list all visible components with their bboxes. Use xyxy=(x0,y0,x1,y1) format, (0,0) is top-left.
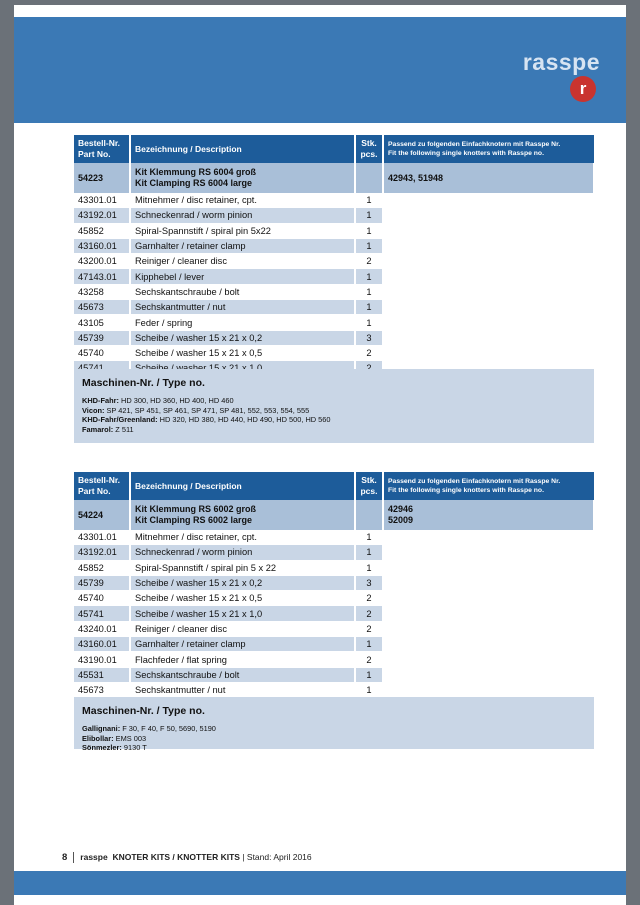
part-qty: 2 xyxy=(355,254,383,269)
part-qty: 1 xyxy=(355,637,383,652)
type-line: Famarol: Z 511 xyxy=(82,424,134,434)
part-row xyxy=(74,652,594,667)
part-qty: 3 xyxy=(355,575,383,590)
part-qty: 2 xyxy=(355,606,383,621)
part-description: Sechskantschraube / bolt xyxy=(130,284,355,299)
part-qty: 1 xyxy=(355,300,383,315)
part-no: 45673 xyxy=(74,300,130,315)
part-description: Kipphebel / lever xyxy=(130,269,355,284)
part-description: Spiral-Spannstift / spiral pin 5x22 xyxy=(130,223,355,238)
part-qty: 1 xyxy=(355,284,383,299)
part-description: Reiniger / cleaner disc xyxy=(130,621,355,636)
type-line: Gallignani: F 30, F 40, F 50, 5690, 5190 xyxy=(82,724,216,733)
part-description: Sechskantschraube / bolt xyxy=(130,667,355,682)
part-no: 45740 xyxy=(74,345,130,360)
header-fits: Passend zu folgenden Einfachknotern mit Rasspe Nr. Fit the following single knotters with Rasspe no. xyxy=(383,135,594,163)
part-qty: 2 xyxy=(355,591,383,606)
part-description: Scheibe / washer 15 x 21 x 1,0 xyxy=(130,606,355,621)
part-description: Feder / spring xyxy=(130,315,355,330)
kit-row xyxy=(74,163,594,193)
header-band xyxy=(14,17,626,123)
part-no: 43160.01 xyxy=(74,238,130,253)
part-no: 43160.01 xyxy=(74,637,130,652)
kit-part-no: 54223 xyxy=(74,163,130,193)
part-row xyxy=(74,621,594,636)
part-no: 45739 xyxy=(74,575,130,590)
part-description: Mitnehmer / disc retainer, cpt. xyxy=(130,530,355,545)
kit-qty xyxy=(355,500,383,530)
part-row xyxy=(74,238,594,253)
part-row xyxy=(74,637,594,652)
part-description: Spiral-Spannstift / spiral pin 5 x 22 xyxy=(130,560,355,575)
header-part-no: Bestell-Nr. Part No. xyxy=(74,472,130,500)
fits-list xyxy=(383,163,594,193)
part-description: Reiniger / cleaner disc xyxy=(130,254,355,269)
header-qty: Stk. pcs. xyxy=(355,472,383,500)
part-row xyxy=(74,530,594,545)
part-row xyxy=(74,330,594,345)
header-description: Bezeichnung / Description xyxy=(130,135,355,163)
kit-qty xyxy=(355,163,383,193)
header-fits: Passend zu folgenden Einfachknotern mit Rasspe Nr. Fit the following single knotters with Rasspe no. xyxy=(383,472,594,500)
part-description: Schneckenrad / worm pinion xyxy=(130,208,355,223)
part-qty: 1 xyxy=(355,208,383,223)
part-description: Sechskantmutter / nut xyxy=(130,682,355,697)
footer-band xyxy=(14,871,626,895)
part-description: Scheibe / washer 15 x 21 x 0,5 xyxy=(130,345,355,360)
part-row xyxy=(74,560,594,575)
fits-value: 42943, 51948 xyxy=(388,172,444,183)
part-no: 45852 xyxy=(74,560,130,575)
part-row xyxy=(74,606,594,621)
kit-table xyxy=(74,472,595,698)
part-no: 43240.01 xyxy=(74,621,130,636)
kit-row xyxy=(74,500,594,530)
part-no: 45852 xyxy=(74,223,130,238)
footer-stand: | Stand: April 2016 xyxy=(242,852,312,862)
part-row xyxy=(74,269,594,284)
part-row xyxy=(74,223,594,238)
part-row xyxy=(74,545,594,560)
part-description: Garnhalter / retainer clamp xyxy=(130,238,355,253)
part-qty: 1 xyxy=(355,682,383,697)
brand-name: rasspe xyxy=(522,49,600,75)
part-no: 45531 xyxy=(74,667,130,682)
type-title: Maschinen-Nr. / Type no. xyxy=(82,705,205,717)
part-qty: 1 xyxy=(355,269,383,284)
part-no: 45740 xyxy=(74,591,130,606)
part-row xyxy=(74,193,594,208)
part-qty: 1 xyxy=(355,667,383,682)
part-row xyxy=(74,575,594,590)
part-description: Scheibe / washer 15 x 21 x 0,2 xyxy=(130,575,355,590)
part-qty: 1 xyxy=(355,223,383,238)
kit-table xyxy=(74,135,595,377)
catalog-page xyxy=(14,5,626,905)
part-description: Garnhalter / retainer clamp xyxy=(130,637,355,652)
kit-title: Kit Klemmung RS 6004 groß Kit Clamping RS 6004 large xyxy=(130,163,355,193)
type-box xyxy=(74,369,594,443)
fits-value: 42946 xyxy=(388,504,414,514)
part-description: Scheibe / washer 15 x 21 x 0,2 xyxy=(130,330,355,345)
part-description: Sechskantmutter / nut xyxy=(130,300,355,315)
part-description: Scheibe / washer 15 x 21 x 0,5 xyxy=(130,591,355,606)
part-description: Mitnehmer / disc retainer, cpt. xyxy=(130,193,355,208)
type-box xyxy=(74,697,594,752)
type-line: Sönmezler: 9130 T xyxy=(82,743,147,752)
part-qty: 2 xyxy=(355,652,383,667)
type-line: Elibollar: EMS 003 xyxy=(82,733,147,743)
fits-list xyxy=(383,500,594,530)
fits-value: 52009 xyxy=(388,515,414,525)
part-qty: 1 xyxy=(355,238,383,253)
type-line: KHD-Fahr: HD 300, HD 360, HD 400, HD 460 xyxy=(82,396,234,405)
part-qty: 2 xyxy=(355,345,383,360)
header-qty: Stk. pcs. xyxy=(355,135,383,163)
part-no: 47143.01 xyxy=(74,269,130,284)
part-row xyxy=(74,254,594,269)
kit-title: Kit Klemmung RS 6002 groß Kit Clamping RS 6002 large xyxy=(130,500,355,530)
type-title: Maschinen-Nr. / Type no. xyxy=(82,377,205,389)
part-no: 43192.01 xyxy=(74,208,130,223)
part-description: Schneckenrad / worm pinion xyxy=(130,545,355,560)
part-no: 43190.01 xyxy=(74,652,130,667)
brand-logo xyxy=(508,49,600,105)
header-part-no: Bestell-Nr. Part No. xyxy=(74,135,130,163)
page-footer xyxy=(62,852,312,863)
type-line: KHD-Fahr/Greenland: HD 320, HD 380, HD 440, HD 490, HD 500, HD 560 xyxy=(82,415,331,424)
part-qty: 1 xyxy=(355,545,383,560)
kit-part-no: 54224 xyxy=(74,500,130,530)
part-no: 45673 xyxy=(74,682,130,697)
part-qty: 3 xyxy=(355,330,383,345)
page-number: 8 xyxy=(62,852,68,863)
part-qty: 1 xyxy=(355,193,383,208)
part-no: 43200.01 xyxy=(74,254,130,269)
part-qty: 2 xyxy=(355,621,383,636)
part-row xyxy=(74,208,594,223)
footer-brand: rasspe xyxy=(80,852,108,862)
type-line: Vicon: SP 421, SP 451, SP 461, SP 471, SP 481, 552, 553, 554, 555 xyxy=(82,405,310,415)
part-row xyxy=(74,315,594,330)
part-no: 45741 xyxy=(74,606,130,621)
part-row xyxy=(74,682,594,697)
part-qty: 1 xyxy=(355,560,383,575)
part-no: 45739 xyxy=(74,330,130,345)
part-no: 43301.01 xyxy=(74,530,130,545)
part-row xyxy=(74,300,594,315)
part-no: 43301.01 xyxy=(74,193,130,208)
part-qty: 1 xyxy=(355,530,383,545)
part-row xyxy=(74,591,594,606)
part-no: 43192.01 xyxy=(74,545,130,560)
part-row xyxy=(74,345,594,360)
part-no: 43105 xyxy=(74,315,130,330)
part-description: Flachfeder / flat spring xyxy=(130,652,355,667)
part-row xyxy=(74,284,594,299)
header-description: Bezeichnung / Description xyxy=(130,472,355,500)
part-qty: 1 xyxy=(355,315,383,330)
footer-section: KNOTER KITS / KNOTTER KITS xyxy=(112,852,240,862)
brand-mark-icon: r xyxy=(570,76,596,102)
part-row xyxy=(74,667,594,682)
part-no: 43258 xyxy=(74,284,130,299)
